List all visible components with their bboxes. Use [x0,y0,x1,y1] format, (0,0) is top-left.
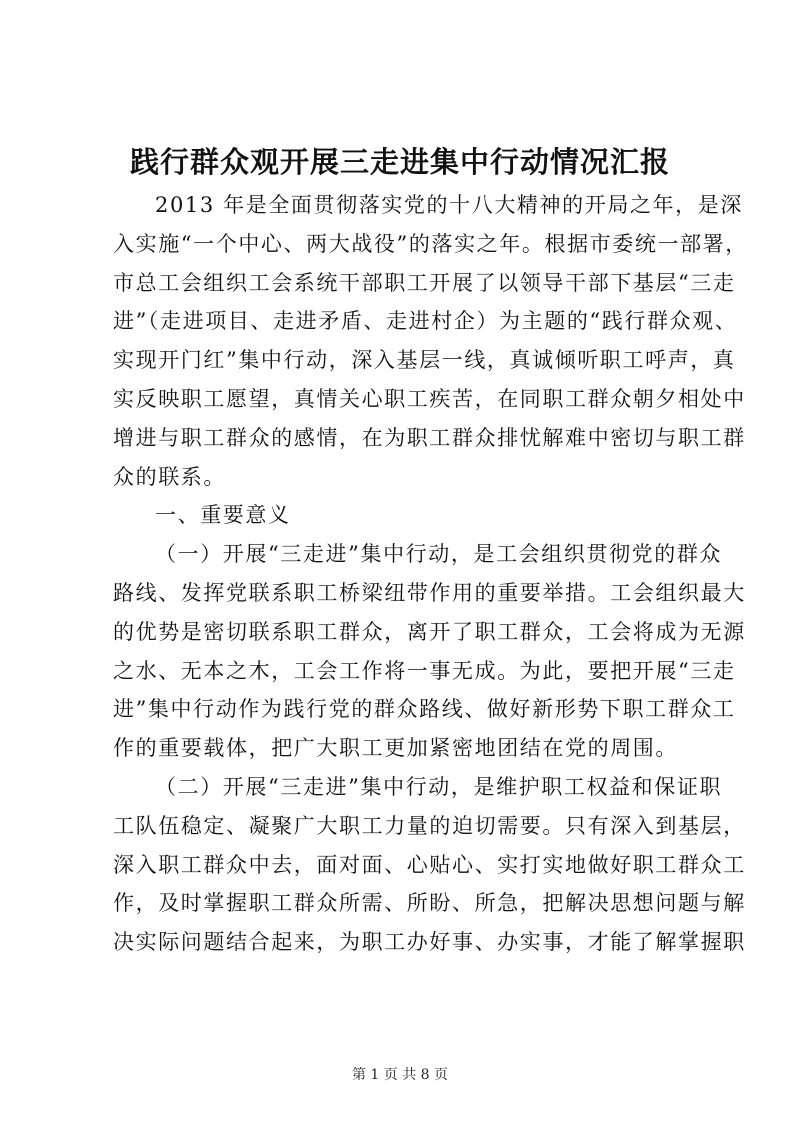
page-number-footer: 第 1 页 共 8 页 [351,1067,449,1083]
paragraph-line: 路线、发挥党联系职工桥梁纽带作用的重要举措。工会组织最大 [113,580,746,605]
document-title: 践行群众观开展三走进集中行动情况汇报 [129,145,670,179]
paragraph-line: 增进与职工群众的感情，在为职工群众排忧解难中密切与职工群 [113,425,746,450]
paragraph-line: 之水、无本之木，工会工作将一事无成。为此，要把开展“三走 [113,658,736,683]
section-heading: 一、重要意义 [155,503,291,528]
paragraph-line: 入实施“一个中心、两大战役”的落实之年。根据市委统一部署， [113,231,748,256]
paragraph-line: （一）开展“三走进”集中行动，是工会组织贯彻党的群众 [155,542,723,567]
paragraph-line: 众的联系。 [113,464,226,489]
paragraph-line: 进”（走进项目、走进矛盾、走进村企）为主题的“践行群众观、 [113,309,738,334]
document-body [113,186,748,962]
paragraph-line: 的优势是密切联系职工群众，离开了职工群众，工会将成为无源 [113,619,746,644]
paragraph-line: 作的重要载体，把广大职工更加紧密地团结在党的周围。 [113,736,678,761]
paragraph-line: 2013 年是全面贯彻落实党的十八大精神的开局之年，是深 [155,193,743,217]
paragraph-line: 市总工会组织工会系统干部职工开展了以领导干部下基层“三走 [113,270,736,295]
paragraph-line: （二）开展“三走进”集中行动，是维护职工权益和保证职 [155,774,723,799]
paragraph-line: 实反映职工愿望，真情关心职工疾苦，在同职工群众朝夕相处中 [113,386,746,411]
paragraph-line: 实现开门红”集中行动，深入基层一线，真诚倾听职工呼声，真 [113,348,736,373]
paragraph-line: 进”集中行动作为践行党的群众路线、做好新形势下职工群众工 [113,697,736,722]
paragraph-line: 深入职工群众中去，面对面、心贴心、实打实地做好职工群众工 [113,852,746,877]
paragraph-line: 工队伍稳定、凝聚广大职工力量的迫切需要。只有深入到基层， [113,813,746,838]
paragraph-line: 作，及时掌握职工群众所需、所盼、所急，把解决思想问题与解 [113,891,746,916]
paragraph-line: 决实际问题结合起来，为职工办好事、办实事，才能了解掌握职 [113,930,746,955]
